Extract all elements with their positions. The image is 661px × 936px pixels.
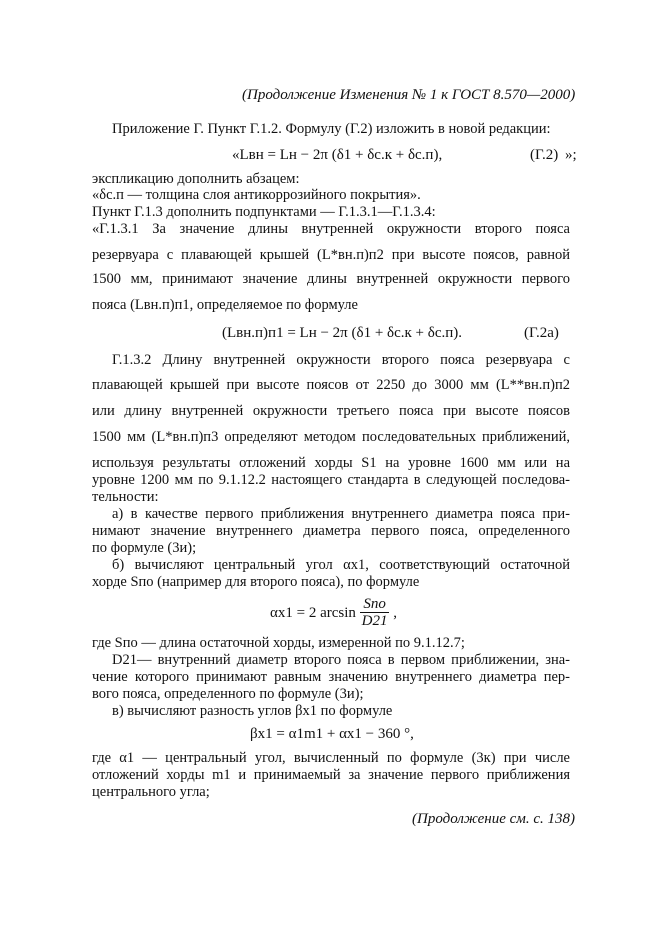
paragraph-line: пояса (Lвн.п)п1, определяемое по формуле xyxy=(92,297,358,313)
continuation-header: (Продолжение Изменения № 1 к ГОСТ 8.570—2000) xyxy=(242,87,576,103)
formula-alpha xyxy=(270,596,397,629)
paragraph-line: где α1 — центральный угол, вычисленный по формуле (3к) при числе xyxy=(92,750,570,766)
paragraph-line: используя результаты отложений хорды S1 на уровне 1600 мм или на xyxy=(92,455,570,471)
paragraph-line: хорде Sпо (например для второго пояса), по формуле xyxy=(92,574,420,590)
formula-alpha-lhs: αx1 = 2 arcsin xyxy=(270,604,356,621)
paragraph-line: плавающей крышей при высоте поясов от 2250 до 3000 мм (L**вн.п)п2 xyxy=(92,377,570,393)
formula-tag-g2a: (Г.2а) xyxy=(524,325,559,341)
formula-g2a: (Lвн.п)п1 = Lн − 2π (δ1 + δс.к + δс.п). xyxy=(222,325,462,341)
paragraph-line: чение которого принимают равным значению внутреннего диаметра пер- xyxy=(92,669,570,685)
continuation-footer: (Продолжение см. с. 138) xyxy=(412,811,576,827)
paragraph-line: в) вычисляют разность углов βx1 по формуле xyxy=(112,703,393,719)
paragraph-line: D21— внутренний диаметр второго пояса в первом приближении, зна- xyxy=(112,652,570,668)
paragraph-line: вого пояса, определенного по формуле (3и); xyxy=(92,686,364,702)
paragraph-line: а) в качестве первого приближения внутреннего диаметра пояса при- xyxy=(112,506,570,522)
paragraph-line: по формуле (3и); xyxy=(92,540,197,556)
formula-tag-g2: (Г.2) xyxy=(530,147,559,163)
formula-alpha-tail: , xyxy=(393,604,397,621)
paragraph-line: Г.1.3.2 Длину внутренней окружности второго пояса резервуара с xyxy=(112,352,570,368)
paragraph-line: нимают значение внутреннего диаметра первого пояса, определенного xyxy=(92,523,570,539)
paragraph-line: центрального угла; xyxy=(92,784,210,800)
formula-alpha-fraction xyxy=(360,596,390,629)
paragraph-line: где Sпо — длина остаточной хорды, измеренной по 9.1.12.7; xyxy=(92,635,465,651)
paragraph-line: отложений хорды m1 и принимаемый за значение первого приближения xyxy=(92,767,570,783)
formula-tag-suffix: »; xyxy=(565,147,577,163)
paragraph-line: Пункт Г.1.3 дополнить подпунктами — Г.1.3.1—Г.1.3.4: xyxy=(92,204,436,220)
formula-alpha-denominator: D21 xyxy=(361,613,388,629)
paragraph-line: экспликацию дополнить абзацем: xyxy=(92,171,300,187)
paragraph-line: б) вычисляют центральный угол αx1, соответствующий остаточной xyxy=(112,557,570,573)
paragraph-line: «Г.1.3.1 За значение длины внутренней окружности второго пояса xyxy=(92,221,570,237)
paragraph-line: уровне 1200 мм по 9.1.12.2 настоящего стандарта в следующей последова- xyxy=(92,472,570,488)
paragraph-line: или длину внутренней окружности третьего пояса при высоте поясов xyxy=(92,403,570,419)
paragraph-line: Приложение Г. Пункт Г.1.2. Формулу (Г.2) изложить в новой редакции: xyxy=(112,121,551,137)
paragraph-line: 1500 мм, принимают значение длины внутренней окружности первого xyxy=(92,271,570,287)
paragraph-line: резервуара с плавающей крышей (L*вн.п)п2 при высоте поясов, равной xyxy=(92,247,570,263)
paragraph-line: тельности: xyxy=(92,489,159,505)
paragraph-line: 1500 мм (L*вн.п)п3 определяют методом последовательных приближений, xyxy=(92,429,570,445)
formula-beta: βx1 = α1m1 + αx1 − 360 °, xyxy=(250,726,414,742)
formula-g2: «Lвн = Lн − 2π (δ1 + δс.к + δс.п), xyxy=(232,147,443,163)
formula-alpha-numerator: Sпо xyxy=(360,596,390,613)
paragraph-line: «δс.п — толщина слоя антикоррозийного покрытия». xyxy=(92,187,421,203)
